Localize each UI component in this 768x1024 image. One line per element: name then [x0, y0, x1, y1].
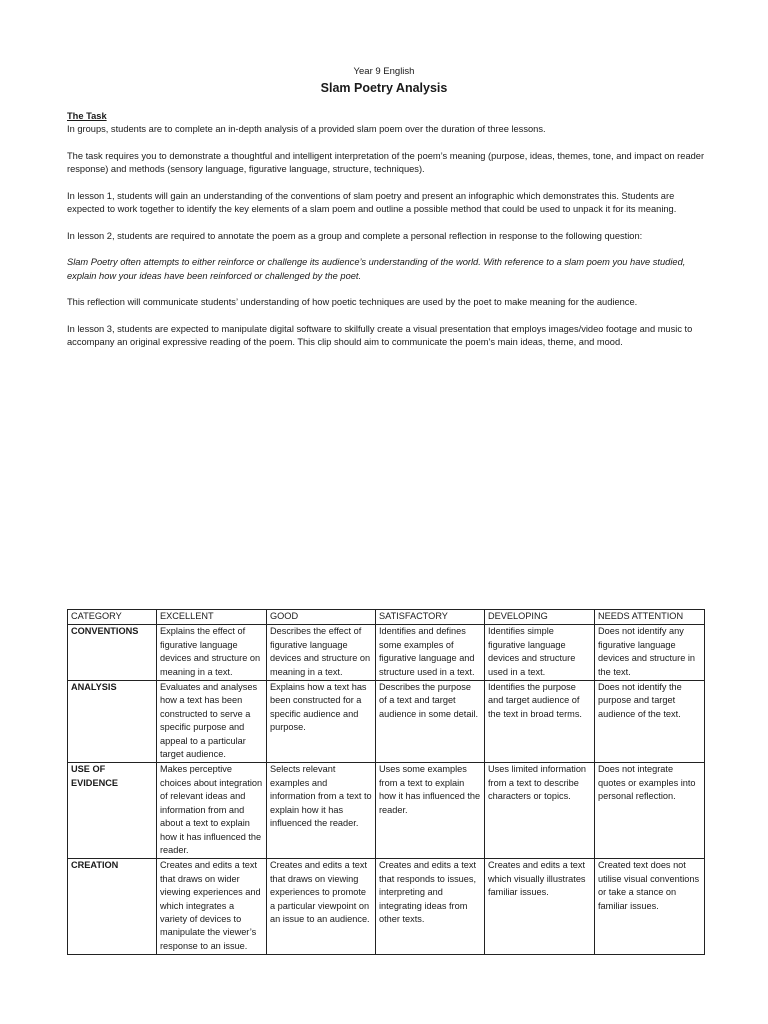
rubric-cell: Does not identify any figurative language devices and structure in the text.	[595, 625, 705, 681]
rubric-category-cell: CREATION	[68, 859, 157, 955]
rubric-header-excellent: EXCELLENT	[157, 610, 267, 625]
rubric-cell: Explains how a text has been constructed for a specific audience and purpose.	[267, 681, 376, 763]
rubric-cell: Does not integrate quotes or examples into personal reflection.	[595, 763, 705, 859]
rubric-category-cell: ANALYSIS	[68, 681, 157, 763]
rubric-cell: Creates and edits a text which visually illustrates familiar issues.	[485, 859, 595, 955]
document-title: Slam Poetry Analysis	[320, 81, 448, 95]
rubric-header-satisfactory: SATISFACTORY	[376, 610, 485, 625]
rubric-cell: Describes the effect of figurative language devices and structure on meaning in a text.	[267, 625, 376, 681]
rubric-cell: Makes perceptive choices about integration of relevant ideas and information from and about a text to explain how it has influenced the reader.	[157, 763, 267, 859]
rubric-cell: Creates and edits a text that draws on wider viewing experiences and which integrates a variety of devices to manipulate the viewer’s response to an issue.	[157, 859, 267, 955]
task-paragraph-lesson-3: In lesson 3, students are expected to manipulate digital software to skilfully create a visual presentation that employs images/video footage and music to accompany an original expressive reading of the poem. This clip should aim to communicate the poem’s main ideas, theme, and mood.	[67, 323, 693, 348]
rubric-cell: Creates and edits a text that draws on viewing experiences to promote a particular viewpoint on an issue to an audience.	[267, 859, 376, 955]
rubric-header-good: GOOD	[267, 610, 376, 625]
task-paragraph-reflection: This reflection will communicate students’ understanding of how poetic techniques are used by the poet to make meaning for the audience.	[67, 297, 638, 308]
task-paragraph-lesson-2: In lesson 2, students are required to annotate the poem as a group and complete a personal reflection in response to the following question:	[67, 230, 643, 241]
rubric-cell: Uses limited information from a text to describe characters or topics.	[485, 763, 595, 859]
rubric-cell: Identifies the purpose and target audience of the text in broad terms.	[485, 681, 595, 763]
task-section	[67, 110, 707, 363]
rubric-row-conventions	[68, 625, 705, 681]
rubric-header-needs-attention: NEEDS ATTENTION	[595, 610, 705, 625]
rubric-category-cell: CONVENTIONS	[68, 625, 157, 681]
rubric-cell: Created text does not utilise visual conventions or take a stance on familiar issues.	[595, 859, 705, 955]
rubric-header-developing: DEVELOPING	[485, 610, 595, 625]
rubric-cell: Explains the effect of figurative language devices and structure on meaning in a text.	[157, 625, 267, 681]
task-heading: The Task	[67, 111, 107, 121]
rubric-row-creation	[68, 859, 705, 955]
rubric-header-category: CATEGORY	[68, 610, 157, 625]
rubric-row-use-of-evidence	[68, 763, 705, 859]
rubric-category-cell: USE OF EVIDENCE	[68, 763, 157, 859]
rubric-cell: Describes the purpose of a text and target audience in some detail.	[376, 681, 485, 763]
document-subtitle: Year 9 English	[353, 66, 415, 77]
rubric-cell: Selects relevant examples and information from a text to explain how it has influenced the reader.	[267, 763, 376, 859]
task-reflection-question: Slam Poetry often attempts to either reinforce or challenge its audience’s understanding of the world. With reference to a slam poem you have studied, explain how your ideas have been reinforced or challenged by the poet.	[67, 257, 686, 281]
task-paragraph-lesson-1: In lesson 1, students will gain an understanding of the conventions of slam poetry and present an infographic which demonstrates this. Students are expected to work together to identify the key elements of a slam poem and outline a possible method that could be used to unpack it for its meaning.	[67, 190, 677, 215]
rubric-row-analysis	[68, 681, 705, 763]
rubric-cell: Identifies and defines some examples of figurative language and structure used in a text.	[376, 625, 485, 681]
rubric-cell: Identifies simple figurative language devices and structure used in a text.	[485, 625, 595, 681]
rubric-cell: Creates and edits a text that responds to issues, interpreting and integrating ideas from other texts.	[376, 859, 485, 955]
rubric-cell: Uses some examples from a text to explain how it has influenced the reader.	[376, 763, 485, 859]
task-paragraph-intro: In groups, students are to complete an in-depth analysis of a provided slam poem over the duration of three lessons.	[67, 124, 546, 135]
task-paragraph-requirements: The task requires you to demonstrate a thoughtful and intelligent interpretation of the poem’s meaning (purpose, ideas, themes, tone, and impact on reader response) and methods (sensory language, figurative language, structure, techniques).	[67, 150, 705, 175]
marking-rubric-table	[67, 609, 705, 955]
rubric-cell: Evaluates and analyses how a text has been constructed to serve a specific purpose and appeal to a particular target audience.	[157, 681, 267, 763]
rubric-cell: Does not identify the purpose and target audience of the text.	[595, 681, 705, 763]
rubric-header-row	[68, 610, 705, 625]
